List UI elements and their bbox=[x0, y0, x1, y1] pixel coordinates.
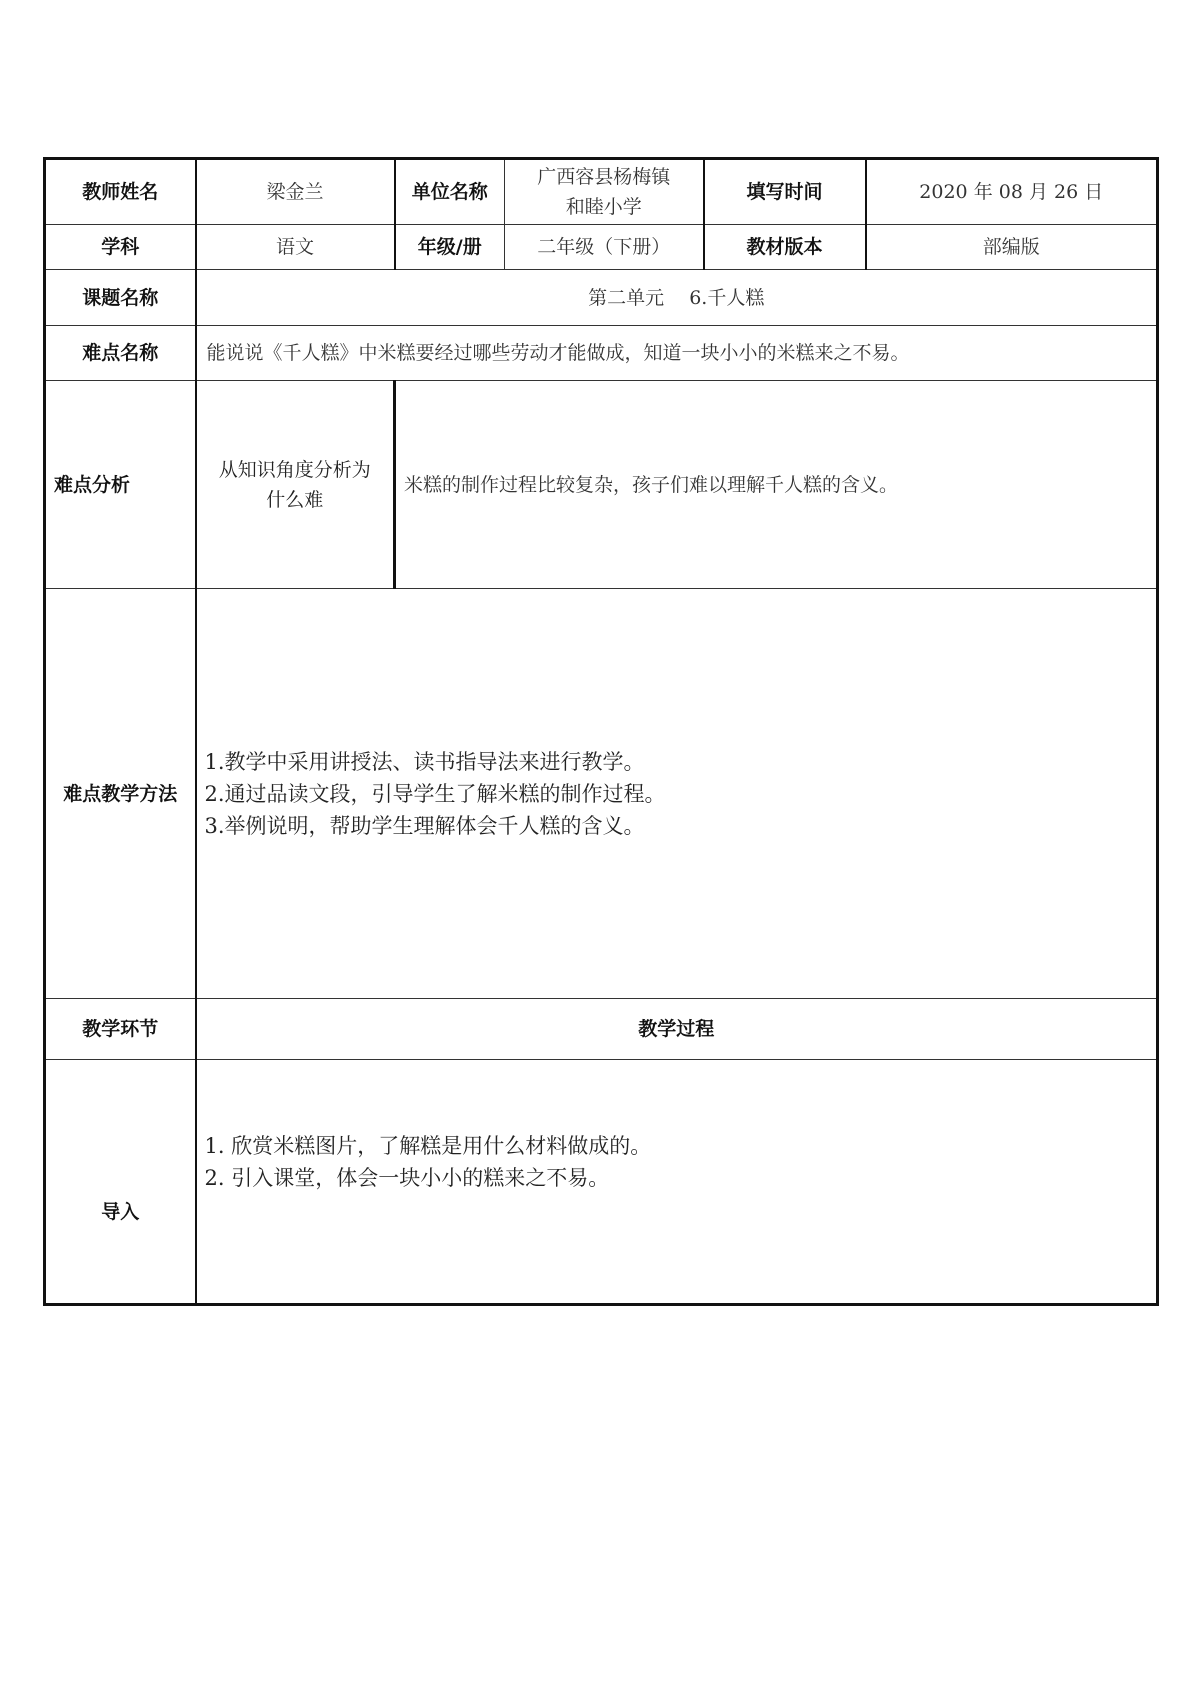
analysis-label: 难点分析 bbox=[45, 381, 196, 589]
methods-label: 难点教学方法 bbox=[45, 589, 196, 999]
difficulty-label: 难点名称 bbox=[45, 326, 196, 381]
unit-name-label: 单位名称 bbox=[395, 159, 505, 225]
teacher-name-value: 梁金兰 bbox=[196, 159, 395, 225]
edition-value: 部编版 bbox=[866, 225, 1158, 270]
analysis-row bbox=[45, 381, 1158, 589]
methods-item: 3.举例说明，帮助学生理解体会千人糕的含义。 bbox=[204, 813, 645, 838]
analysis-sub-label-line1: 从知识角度分析为 bbox=[218, 458, 371, 481]
fill-date-label: 填写时间 bbox=[704, 159, 866, 225]
topic-row bbox=[45, 270, 1158, 326]
teaching-process-label: 教学过程 bbox=[196, 999, 1158, 1060]
unit-name-line1: 广西容县杨梅镇 bbox=[537, 166, 671, 188]
unit-name-line2: 和睦小学 bbox=[565, 196, 642, 218]
topic-value: 第二单元 6.千人糕 bbox=[196, 270, 1158, 326]
grade-value: 二年级（下册） bbox=[505, 225, 704, 270]
subject-value: 语文 bbox=[196, 225, 395, 270]
analysis-value: 米糕的制作过程比较复杂，孩子们难以理解千人糕的含义。 bbox=[395, 381, 1158, 589]
analysis-sub-label-line2: 什么难 bbox=[266, 488, 324, 511]
header-row bbox=[45, 159, 1158, 225]
process-header-row bbox=[45, 999, 1158, 1060]
subject-label: 学科 bbox=[45, 225, 196, 270]
teaching-stage-label: 教学环节 bbox=[45, 999, 196, 1060]
methods-content bbox=[196, 589, 1158, 999]
intro-label: 导入 bbox=[45, 1060, 196, 1305]
methods-list bbox=[205, 746, 1149, 842]
fill-date-value: 2020 年 08 月 26 日 bbox=[866, 159, 1158, 225]
grade-label: 年级/册 bbox=[395, 225, 505, 270]
intro-item: 1. 欣赏米糕图片，了解糕是用什么材料做成的。 bbox=[204, 1134, 652, 1158]
difficulty-value: 能说说《千人糕》中米糕要经过哪些劳动才能做成，知道一块小小的米糕来之不易。 bbox=[196, 326, 1158, 381]
intro-content bbox=[196, 1060, 1158, 1305]
topic-label: 课题名称 bbox=[45, 270, 196, 326]
methods-item: 2.通过品读文段，引导学生了解米糕的制作过程。 bbox=[204, 781, 666, 806]
difficulty-row bbox=[45, 326, 1158, 381]
methods-item: 1.教学中采用讲授法、读书指导法来进行教学。 bbox=[204, 749, 645, 774]
methods-row bbox=[45, 589, 1158, 999]
intro-item: 2. 引入课堂，体会一块小小的糕来之不易。 bbox=[204, 1166, 610, 1190]
subject-row bbox=[45, 225, 1158, 270]
lesson-plan-table bbox=[43, 157, 1159, 1306]
analysis-sub-label bbox=[196, 381, 395, 589]
teacher-name-label: 教师姓名 bbox=[45, 159, 196, 225]
intro-list bbox=[205, 1130, 1149, 1194]
edition-label: 教材版本 bbox=[704, 225, 866, 270]
intro-row bbox=[45, 1060, 1158, 1305]
unit-name-value bbox=[505, 159, 704, 225]
